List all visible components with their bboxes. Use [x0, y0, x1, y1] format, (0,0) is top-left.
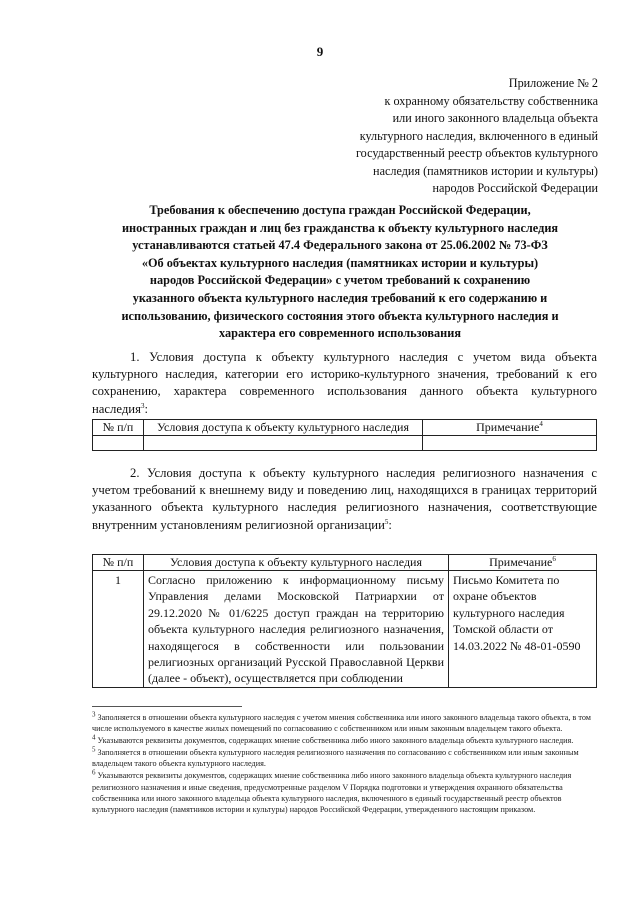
table-header-no: № п/п [93, 420, 144, 436]
title-line: характера его современного использования [219, 326, 461, 341]
footnote-ref: 3 [140, 401, 145, 410]
title-line: народов Российской Федерации» с учетом требований к сохранению [149, 273, 531, 288]
table-row-empty [93, 436, 597, 451]
footnote-text: Указываются реквизиты документов, содержащих мнение собственника либо иного законного владельца объекта культурного наследия. [97, 736, 574, 746]
title-line: использованию, физического состояния этого объекта культурного наследия и [121, 308, 559, 323]
document-title [80, 202, 600, 343]
title-line: иностранных граждан и лиц без гражданства к объекту культурного наследия [121, 220, 559, 235]
table-header-note-label: Примечание [489, 555, 553, 569]
section-1-paragraph [92, 349, 597, 418]
row-number: 1 [93, 571, 144, 688]
table-header-note [423, 420, 597, 436]
table-cell [423, 436, 597, 451]
table-cell [93, 436, 144, 451]
appendix-line: к охранному обязательству собственника [384, 93, 598, 108]
row-conditions: Согласно приложению к информационному письму Управления делами Московской Патриархии от 29.12.2020 № 01/6225 доступ граждан на территорию объекта культурного наследия религиозного назначения, находящегося в собственности или пользовании религиозных организаций Русской Православной Церкви (далее - объект), осуществляется при соблюдении [144, 571, 449, 688]
footnote [92, 770, 600, 814]
appendix-line: народов Российской Федерации [432, 181, 598, 195]
footnote-ref: 6 [552, 555, 556, 563]
appendix-header [356, 75, 598, 198]
section-2-colon: : [388, 517, 392, 532]
appendix-line: культурного наследия, включенного в единый [359, 128, 598, 143]
table-header-note-label: Примечание [476, 420, 540, 434]
table-cell [144, 436, 423, 451]
footnote-ref: 4 [539, 420, 543, 428]
footnote-separator [92, 706, 242, 707]
page-number: 9 [316, 44, 324, 59]
footnote [92, 735, 600, 746]
title-line: Требования к обеспечению доступа граждан Российской Федерации, [149, 203, 531, 217]
table-religious-access [92, 554, 597, 688]
footnote-text: Указываются реквизиты документов, содержащих мнение собственника либо иного законного владельца объекта культурного наследия религиозного назначения и иные сведения, предусмотренные разделом V Порядка подготовки и утверждения охранного обязательства собственника или иного законного владельца объекта культурного наследия, включенного в единый государственный реестр объектов культурного наследия (памятников истории и культуры) народов Российской Федерации, утвержденного настоящим приказом. [92, 771, 572, 814]
footnote-mark: 3 [92, 710, 96, 719]
footnote-mark: 6 [92, 768, 96, 777]
footnote-text: Заполняется в отношении объекта культурного наследия с учетом мнения собственника или иного законного владельца такого объекта, в том числе используемого в качестве жилых помещений по согласованию с собственником или иным законным владельцем такого объекта. [92, 713, 591, 734]
table-header-conditions: Условия доступа к объекту культурного наследия [144, 420, 423, 436]
footnote-mark: 4 [92, 733, 96, 742]
footnote [92, 712, 600, 734]
appendix-line: или иного законного владельца объекта [392, 111, 598, 125]
title-line: устанавливаются статьей 47.4 Федерального закона от 25.06.2002 № 73-ФЗ [132, 238, 548, 253]
title-line: указанного объекта культурного наследия требований к его содержанию и [132, 290, 548, 305]
table-header-no: № п/п [93, 555, 144, 571]
footnote-mark: 5 [92, 745, 96, 754]
section-2-paragraph [92, 465, 597, 534]
appendix-line: Приложение № 2 [508, 76, 598, 90]
section-1-colon: : [144, 401, 148, 416]
table-access-conditions [92, 419, 597, 451]
table-header-note [449, 555, 597, 571]
section-1-text: 1. Условия доступа к объекту культурного наследия с учетом вида объекта культурного наследия, категории его историко-культурного значения, требований к его сохранению, характера современного использования данного объекта культурного наследия [92, 350, 597, 416]
footnotes [92, 712, 600, 816]
appendix-line: государственный реестр объектов культурного [355, 146, 598, 160]
appendix-line: наследия (памятников истории и культуры) [373, 163, 598, 178]
title-line: «Об объектах культурного наследия (памятниках истории и культуры) [141, 255, 539, 270]
footnote-ref: 5 [384, 517, 389, 526]
section-2-text: 2. Условия доступа к объекту культурного наследия религиозного назначения с учетом требований к внешнему виду и поведению лиц, находящихся в границах территорий указанного объекта культурного наследия религиозного назначения, соответствующие внутренним установлениям религиозной организации [92, 466, 597, 532]
table-header-conditions: Условия доступа к объекту культурного наследия [144, 555, 449, 571]
table-row [93, 571, 597, 688]
row-note: Письмо Комитета по охране объектов культурного наследия Томской области от 14.03.2022 № 48-01-0590 [449, 571, 597, 688]
footnote [92, 747, 600, 769]
footnote-text: Заполняется в отношении объекта культурного наследия религиозного назначения по согласованию с собственником или иным законным владельцем такого объекта культурного наследия. [92, 748, 579, 769]
